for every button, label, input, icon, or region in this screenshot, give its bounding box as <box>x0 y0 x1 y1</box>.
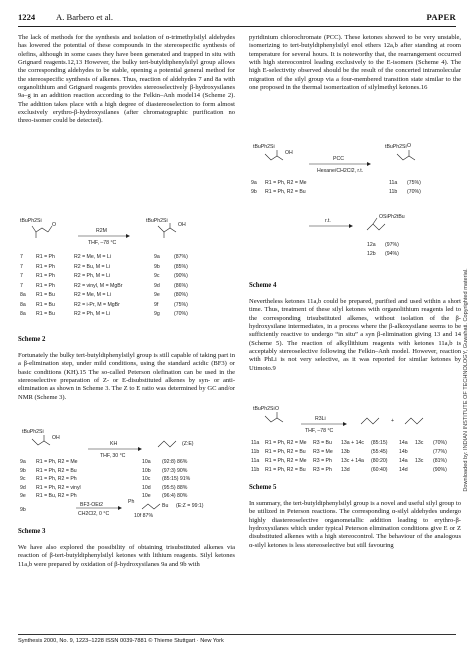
s5-row-1-yield: (77%) <box>433 449 447 455</box>
s5-row-0-p2: 14a <box>399 440 408 446</box>
svg-text:OH: OH <box>52 435 60 441</box>
scheme-5-caption: Scheme 5 <box>249 484 277 491</box>
s5-row-2-r12: R1 = Ph, R2 = Me <box>265 458 307 464</box>
s2-row-4-r1: R1 = Bu <box>36 292 55 298</box>
header-rule <box>18 26 456 27</box>
s2-row-3-r2: R2 = vinyl, M = MgBr <box>74 282 123 289</box>
s2-row-6-product: 9g <box>154 311 160 317</box>
download-sidebar <box>461 220 471 540</box>
svg-text:tBuPh2Si: tBuPh2Si <box>385 144 407 150</box>
s3-row-4-product: 10e <box>142 493 151 499</box>
s2-reagent: R2M <box>96 228 107 234</box>
s2-row-3-product: 9d <box>154 282 160 289</box>
s2-row-5-substrate: 8a <box>20 301 26 308</box>
s5-row-3-p2: 14d <box>399 467 408 473</box>
s2-row-4-product: 9e <box>154 292 160 298</box>
s4-silyl-label: tBuPh2Si <box>253 144 275 150</box>
s4-row-0-substrate: 9a <box>251 180 257 186</box>
svg-text:OH: OH <box>285 150 293 156</box>
s3-row-3-r: R1 = Ph, R2 = vinyl <box>36 484 81 491</box>
s2-row-1-r1: R1 = Ph <box>36 263 55 270</box>
s5-row-0-substrate: 11a <box>251 440 260 446</box>
s3-row-0-value: (92:8) 86% <box>162 459 188 465</box>
s3-row-4-value: (96:4) 80% <box>162 493 188 499</box>
s4-enol-0-product: 12a <box>367 242 376 248</box>
s2-row-2-product: 9c <box>154 273 160 279</box>
page-number: 1224 <box>18 12 36 22</box>
scheme-5 <box>249 402 461 482</box>
s4-row-0-r: R1 = Ph, R2 = Me <box>265 180 307 186</box>
right-paragraph-3: In summary, the tert-butyldiphenylsilyl group is a novel and useful silyl group to be utilized in Peterson reactions. The corresponding α-silyl aldehydes undergo highly diastereoselective organometallic addition leading to erythro-β-hydroxysilanes which under typical Peterson elimination conditions give E or Z disubstituted alkenes with a high stereocontrol. The behaviour of the analogous α-silyl ketones is less stereoselective but still favouring <box>249 500 461 549</box>
s5-row-2-yield: (81%) <box>433 458 447 464</box>
s3-row-0-product: 10a <box>142 459 151 465</box>
s3-bf3-bu: Bu <box>162 503 169 509</box>
scheme-2-caption: Scheme 2 <box>18 336 46 343</box>
s2-row-1-r2: R2 = Bu, M = Li <box>74 263 111 270</box>
s5-row-3-yield: (90%) <box>433 467 447 473</box>
svg-text:O: O <box>52 222 57 228</box>
s5-reagent: R3Li <box>315 416 326 422</box>
svg-text:O: O <box>275 406 280 412</box>
scheme-3 <box>18 425 235 525</box>
s5-row-2-products: 13c + 14a <box>341 458 364 464</box>
s2-row-5-r1: R1 = Bu <box>36 301 55 308</box>
s4-enol-1-yield: (94%) <box>385 251 399 257</box>
s2-row-6-r2: R2 = Ph, M = Li <box>74 311 111 317</box>
s2-row-5-product: 9f <box>154 301 159 308</box>
s5-row-2-r3: R3 = Ph <box>313 458 332 464</box>
s2-row-3-substrate: 7 <box>20 282 23 289</box>
s5-row-2-ratio: (80:20) <box>371 458 388 464</box>
s3-silyl-label: tBuPh2Si <box>22 429 44 435</box>
s3-row-2-value: (85:15) 91% <box>162 476 191 482</box>
s2-row-4-r2: R2 = Me, M = Li <box>74 292 111 298</box>
right-paragraph-2: Nevertheless ketones 11a,b could be prepared, purified and used within a short time. Thus, treatment of these silyl ketones with organolithium reagents led to the corresponding trisubstituted alkenes, without isolation of the β-hydroxysilane intermediates, in a process where the β-alkoxysilane seems to be sufficiently reactive to undergo “in situ” a syn β-elimination giving 13 and 14 (Scheme 5). The reaction of alkyllithium reagents with ketones 11a,b is acceptably stereoselective following the Felkin–Anh model. However, reaction with PhLi is not very selective, as it was reported for similar ketones by Utimoto.9 <box>249 298 461 372</box>
section-label: PAPER <box>426 12 456 22</box>
s3-bf3-solvent: CH2Cl2, 0 °C <box>78 511 110 517</box>
s5-row-1-p2: 14b <box>399 449 408 455</box>
s3-bf3-product: 10f 87% <box>134 513 154 519</box>
s5-row-0-ratio: (85:15) <box>371 440 388 446</box>
s5-row-2-substrate: 11a <box>251 458 260 464</box>
svg-text:OH: OH <box>178 222 186 228</box>
s4-reagent: PCC <box>333 156 344 162</box>
s2-row-6-substrate: 8a <box>20 311 26 317</box>
s2-row-0-substrate: 7 <box>20 254 23 260</box>
s2-silyl-label: tBuPh2Si <box>20 218 42 224</box>
s2-row-1-substrate: 7 <box>20 263 23 270</box>
s3-row-0-substrate: 9a <box>20 459 26 465</box>
s3-row-2-substrate: 9c <box>20 476 26 482</box>
right-paragraph-1: pyridinium chlorochromate (PCC). These ketones showed to be very unstable, isomerizing to tert-butyldiphenylsilyl enol ethers 12a,b after standing at room temperature for several hours. It is noteworthy that, the rearrangement occurred with high stereocontrol leading exclusively to the E-isomers (Scheme 4). The high E-selectivity observed should be the result of the concerted intramolecular migration of the silyl group via a four-membered transition state similar to the one proposed in the thermal isomerization of silylmethyl ketones.16 <box>249 34 461 92</box>
s5-row-1-r3: R3 = Me <box>313 449 333 455</box>
s5-row-0-r2: 13c <box>415 440 424 446</box>
s3-row-1-substrate: 9b <box>20 467 26 474</box>
s2-row-1-yield: (85%) <box>174 263 188 270</box>
s5-row-1-ratio: (55:45) <box>371 449 388 455</box>
s3-row-1-product: 10b <box>142 467 151 474</box>
scheme-3-caption: Scheme 3 <box>18 528 46 535</box>
s2-product-silyl: tBuPh2Si <box>146 218 168 224</box>
left-paragraph-3: We have also explored the possibility of obtaining trisubstituted alkenes via reaction of β-tert-butyldiphenylsilyl ketones with lithium reagents. Silyl ketones 11a,b were prepared by oxidation of β-hydroxysilanes 9a and 9b with <box>18 544 235 568</box>
s2-row-0-r1: R1 = Ph <box>36 254 55 260</box>
s2-row-2-r1: R1 = Ph <box>36 273 55 279</box>
s5-row-1-products: 13b <box>341 449 350 455</box>
s2-row-4-yield: (80%) <box>174 292 188 298</box>
left-paragraph-2: Fortunately the bulky tert-butyldiphenylsilyl group is still capable of taking part in a β-elimination step, under mild conditions, using the standard acidic (BF3) or basic conditions (KH).15 The so-called Peterson olefination can be used in the stereoselective preparation of Z- or E-disubstituted alkenes by syn- or anti-elimination as shown in Scheme 3. The Z to E ratio was determined by GC and/or NMR (Scheme 3). <box>18 352 235 401</box>
s3-row-3-product: 10d <box>142 484 151 491</box>
scheme-4 <box>249 138 461 278</box>
s2-row-4-substrate: 8a <box>20 292 26 298</box>
s3-conditions: THF, 30 °C <box>100 453 126 459</box>
download-notice: Downloaded by: INDIAN INSTITUTE OF TECHNOLOGY, Guwahati. Copyrighted material. <box>463 268 469 492</box>
s4-row-1-substrate: 9b <box>251 189 257 195</box>
s4-row-1-yield: (70%) <box>407 189 421 195</box>
s2-row-2-r2: R2 = Ph, M = Li <box>74 273 111 279</box>
s4-row-0-product: 11a <box>389 180 398 186</box>
svg-text:O: O <box>407 143 412 149</box>
s5-conditions: THF, –78 °C <box>305 428 334 434</box>
s5-row-3-ratio: (60:40) <box>371 467 388 473</box>
s4-enol-1-product: 12b <box>367 251 376 257</box>
s3-row-2-r: R1 = Ph, R2 = Ph <box>36 476 77 482</box>
svg-text:+: + <box>391 418 395 424</box>
s2-row-6-yield: (70%) <box>174 311 188 317</box>
s2-row-0-yield: (87%) <box>174 254 188 260</box>
page-footer: Synthesis 2000, No. 9, 1223–1228 ISSN 0039-7881 © Thieme Stuttgart · New York <box>18 634 456 644</box>
s3-row-1-value: (97:3) 90% <box>162 467 188 474</box>
s2-row-0-product: 9a <box>154 254 160 260</box>
s3-row-4-r: R1 = Bu, R2 = Ph <box>36 493 77 499</box>
s3-row-1-r: R1 = Ph, R2 = Bu <box>36 467 77 474</box>
s5-row-3-products: 13d <box>341 467 350 473</box>
s4-rt: r.t. <box>325 218 331 224</box>
s3-ratio-label: (Z:E) <box>182 441 194 447</box>
s5-row-3-r3: R3 = Ph <box>313 467 332 473</box>
s4-row-1-product: 11b <box>389 189 398 195</box>
running-authors: A. Barbero et al. <box>56 12 114 22</box>
s2-row-3-r1: R1 = Ph <box>36 282 55 289</box>
s4-solvent: Hexane/CH2Cl2, r.t. <box>317 168 364 174</box>
left-paragraph-1: The lack of methods for the synthesis and isolation of α-trimethylsilyl aldehydes has lowered the potential of these compounds in the stereospecific synthesis of olefins, although in some cases they have been generated and trapped in situ with Grignard reagents.12,13 However, the bulky tert-butyldiphenylsilyl group allows the corresponding aldehydes to be stable, opening a potential general method for the stereospecific synthesis of alkenes. Thus, reaction of aldehydes 7 and 8a with organolithium and Grignard reagents provides stereoselectively β-hydroxysilanes 9a–g in an addition reaction according to the Felkin–Anh model14 (Scheme 2). The addition takes place with a high degree of diastereoselection to form almost exclusively erythro-β-hydroxysilanes (after chromatographic purification no threo-isomer could be detected). <box>18 34 235 125</box>
scheme-4-caption: Scheme 4 <box>249 282 277 289</box>
s5-row-0-r3: R3 = Bu <box>313 440 332 446</box>
scheme-4-structures <box>249 138 461 278</box>
s2-row-6-r1: R1 = Bu <box>36 311 55 317</box>
s5-row-0-yield: (70%) <box>433 440 447 446</box>
s2-row-0-r2: R2 = Me, M = Li <box>74 254 111 260</box>
s4-enol-0-yield: (97%) <box>385 242 399 248</box>
s3-bf3-substrate: 9b <box>20 507 26 513</box>
s2-row-1-product: 9b <box>154 263 160 270</box>
s5-row-3-substrate: 11b <box>251 467 260 473</box>
s2-product-skeleton <box>158 226 176 232</box>
s3-bf3-ph: Ph <box>128 499 135 505</box>
s5-row-2-p2: 14a <box>399 458 408 464</box>
s4-row-1-r: R1 = Ph, R2 = Bu <box>265 189 306 195</box>
s2-row-5-r2: R2 = i-Pr, M = MgBr <box>74 301 120 308</box>
s2-conditions: THF, –78 °C <box>88 240 117 246</box>
s4-row-0-yield: (75%) <box>407 180 421 186</box>
s5-row-1-r12: R1 = Ph, R2 = Bu <box>265 449 306 455</box>
s3-row-3-substrate: 9d <box>20 484 26 491</box>
s5-row-1-substrate: 11b <box>251 449 260 455</box>
s3-row-2-product: 10c <box>142 476 151 482</box>
s2-row-3-yield: (86%) <box>174 282 188 289</box>
s3-reagent: KH <box>110 441 118 447</box>
s5-row-2-r2: 13c <box>415 458 424 464</box>
s4-osi: OSiPh2tBu <box>379 214 405 220</box>
scheme-2 <box>18 214 235 324</box>
s5-row-0-r12: R1 = Ph, R2 = Me <box>265 440 307 446</box>
page-header <box>18 12 456 26</box>
s2-row-2-yield: (90%) <box>174 273 188 279</box>
s5-silyl-label: tBuPh2Si <box>253 406 275 412</box>
s5-row-0-products: 13a + 14c <box>341 440 364 446</box>
s3-bf3-ratio: (E:Z = 99:1) <box>176 503 204 509</box>
s3-bf3-reagent: BF3·OEt2 <box>80 502 104 508</box>
s3-row-4-substrate: 9e <box>20 493 26 499</box>
s3-row-3-value: (95:5) 88% <box>162 484 188 491</box>
s2-row-5-yield: (75%) <box>174 301 188 308</box>
s2-aldehyde-skeleton <box>32 226 48 232</box>
s5-row-3-r12: R1 = Ph, R2 = Bu <box>265 467 306 473</box>
s3-row-0-r: R1 = Ph, R2 = Me <box>36 459 78 465</box>
s2-row-2-substrate: 7 <box>20 273 23 279</box>
